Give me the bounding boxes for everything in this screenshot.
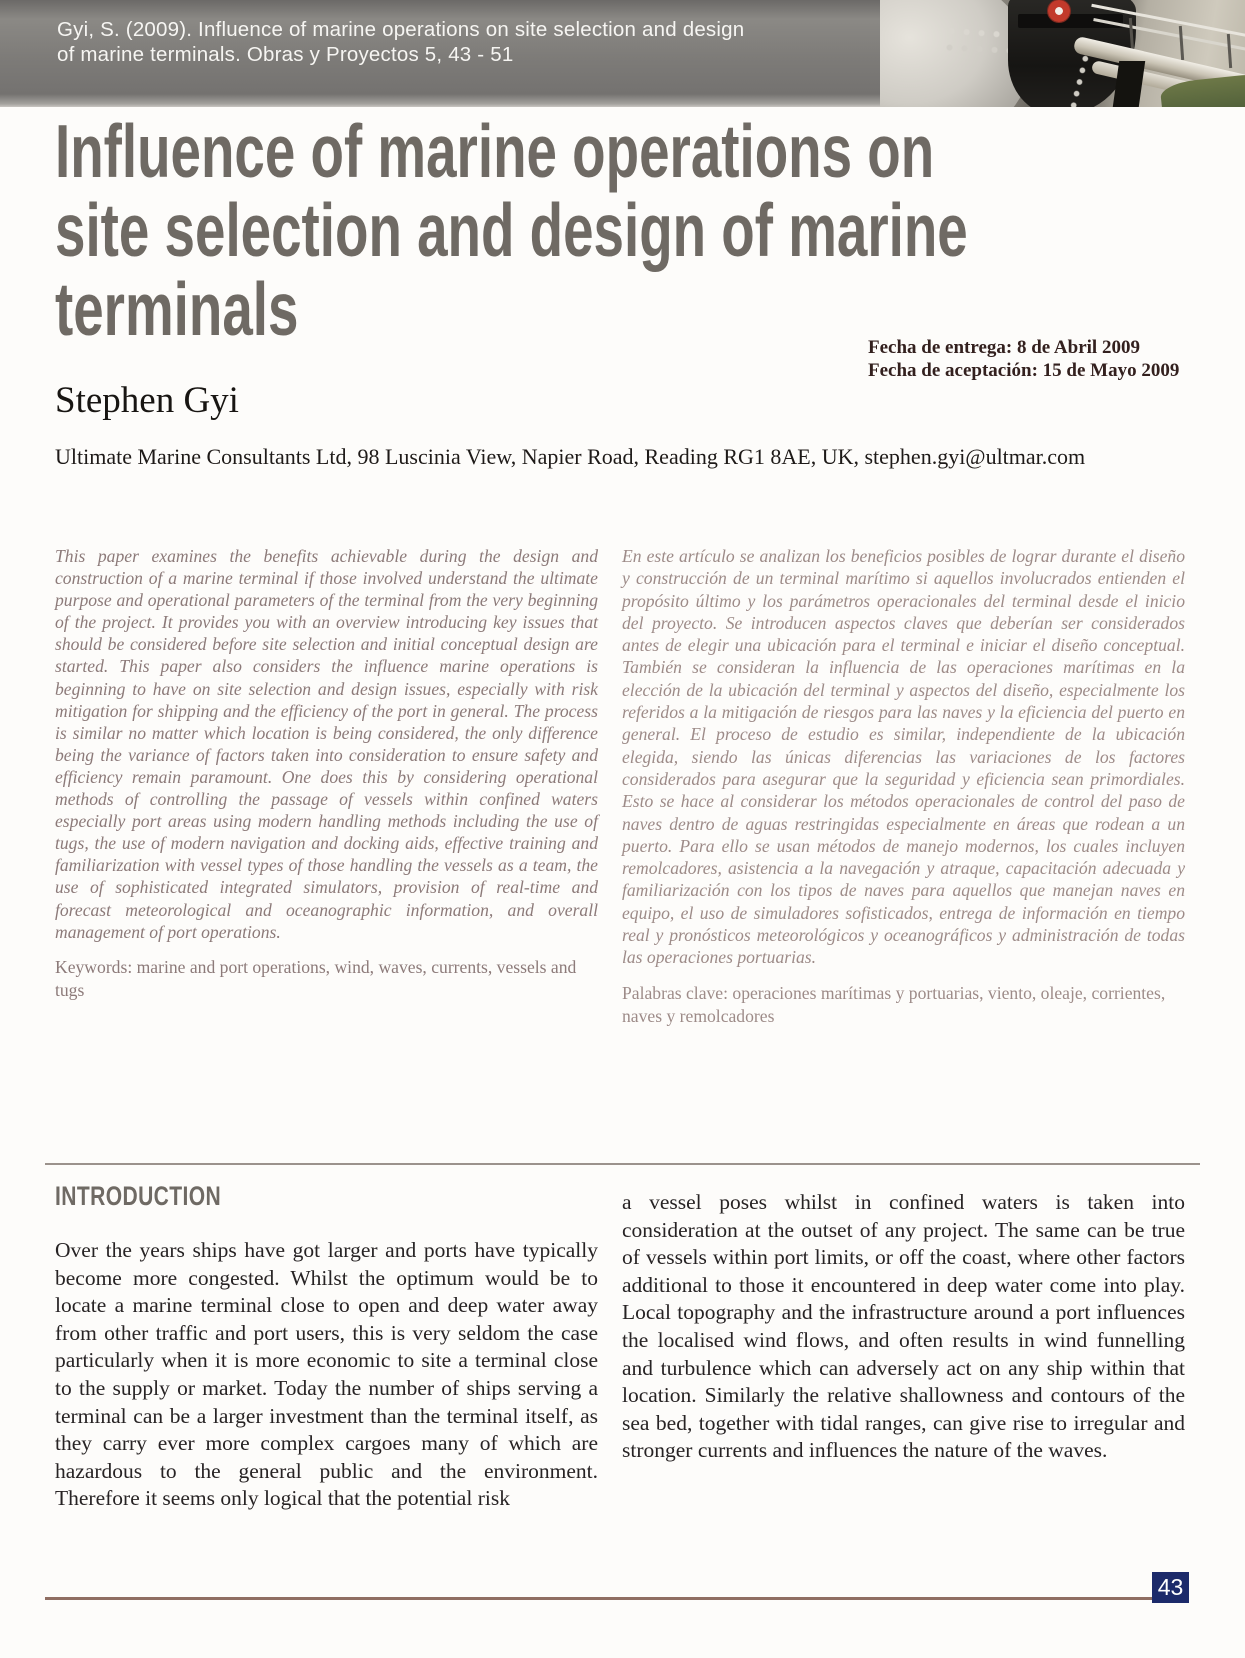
- introduction-right-column: a vessel poses whilst in confined waters is taken into consideration at the outset of any project. The same can be true of vessels within port limits, or off the coast, where other factors additional to those it encountered in deep water come into play. Local topography and the infrastructure around a port influences the localised wind flows, and often results in wind funnelling and turbulence which can adversely act on any ship within that location. Similarly the relative shallowness and contours of the sea bed, together with tidal ranges, can give rise to irregular and stronger currents and influences the nature of the waves.: [622, 1190, 1185, 1463]
- date-accepted: Fecha de aceptación: 15 de Mayo 2009: [868, 360, 1180, 381]
- title-line-2: site selection and design of marine: [55, 188, 968, 272]
- introduction-heading: INTRODUCTION: [55, 1181, 222, 1211]
- submission-dates: [868, 336, 1179, 382]
- citation-line-2: of marine terminals. Obras y Proyectos 5, 43 - 51: [57, 42, 514, 66]
- title-line-1: Influence of marine operations on: [55, 109, 935, 193]
- life-ring-icon: [1048, 0, 1070, 22]
- citation-line-1: Gyi, S. (2009). Influence of marine operations on site selection and design: [57, 18, 745, 41]
- date-received: Fecha de entrega: 8 de Abril 2009: [868, 337, 1140, 358]
- abstract-column-english: [55, 545, 598, 1002]
- author-name: Stephen Gyi: [55, 380, 239, 421]
- article-title: [55, 109, 1245, 351]
- photo-railing-post: [1179, 26, 1184, 60]
- title-line-3: terminals: [55, 267, 299, 351]
- abstract-english: This paper examines the benefits achievable during the design and construction of a marine terminal if those involved understand the ultimate purpose and operational parameters of the terminal from the very beginning of the project. It provides you with an overview introducing key issues that should be considered before site selection and initial conceptual design are started. This paper also considers the influence marine operations is beginning to have on site selection and design issues, especially with risk mitigation for shipping and the efficiency of the port in general. The process is similar no matter which location is being considered, the only difference being the variance of factors taken into consideration to ensure safety and efficiency remain paramount. One does this by considering operational methods of controlling the passage of vessels within confined waters especially port areas using modern handling methods including the use of tugs, the use of modern navigation and docking aids, effective training and familiarization with vessel types of those handling the vessels as a team, the use of sophisticated integrated simulators, provision of real-time and forecast meteorological and oceanographic information, and overall management of port operations.: [55, 546, 598, 942]
- page-number-badge: 43: [1152, 1572, 1189, 1603]
- marine-terminal-photo: [880, 0, 1245, 107]
- citation: [57, 18, 744, 67]
- abstract-spanish: En este artículo se analizan los beneficios posibles de lograr durante el diseño y construcción de un terminal marítimo si aquellos involucrados entienden el propósito último y los parámetros operacionales del terminal desde el inicio del proyecto. Se introducen aspectos claves que deberían ser considerados antes de elegir una ubicación para el terminal e iniciar el diseño conceptual. También se consideran la influencia de las operaciones marítimas en la elección de la ubicación del terminal y aspectos del diseño, especialmente los referidos a la mitigación de riesgos para las naves y la eficiencia del puerto en general. El proceso de estudio es similar, independiente de la ubicación elegida, siendo las únicas diferencias las variaciones de los factores considerados para asegurar que la seguridad y eficiencia sean primordiales. Esto se hace al considerar los métodos operacionales de control del paso de naves dentro de aguas restringidas especialmente en áreas que rodean a un puerto. Para ello se usan métodos de manejo modernos, los cuales incluyen remolcadores, asistencia a la navegación y atraque, capacitación adecuada y familiarización con los tipos de naves para aquellos que manejan naves en equipo, el uso de simuladores sofisticados, entrega de información en tiempo real y pronósticos meteorológicos y oceanográficos y administración de todas las operaciones portuarias.: [622, 546, 1185, 968]
- footer-rule: [45, 1597, 1152, 1600]
- photo-railing-post: [1227, 34, 1232, 68]
- keywords: Keywords: marine and port operations, wind, waves, currents, vessels and tugs: [55, 956, 577, 1000]
- palabras-clave: Palabras clave: operaciones marítimas y portuarias, viento, oleaje, corrientes, naves y remolcadores: [622, 982, 1166, 1026]
- author-affiliation: Ultimate Marine Consultants Ltd, 98 Luscinia View, Napier Road, Reading RG1 8AE, UK, stephen.gyi@ultmar.com: [55, 444, 1086, 469]
- photo-dark-post: [1113, 61, 1145, 107]
- introduction-left-column: Over the years ships have got larger and ports have typically become more congested. Whilst the optimum would be to locate a marine terminal close to open and deep water away from other traffic and port users, this is very seldom the case particularly when it is more economic to site a terminal close to the supply or market. Today the number of ships serving a terminal can be a larger investment than the terminal itself, as they carry ever more complex cargoes many of which are hazardous to the general public and the environment. Therefore it seems only logical that the potential risk: [55, 1238, 598, 1511]
- header-bar: [0, 0, 1245, 107]
- abstract-column-spanish: [622, 545, 1185, 1028]
- section-divider: [45, 1163, 1200, 1165]
